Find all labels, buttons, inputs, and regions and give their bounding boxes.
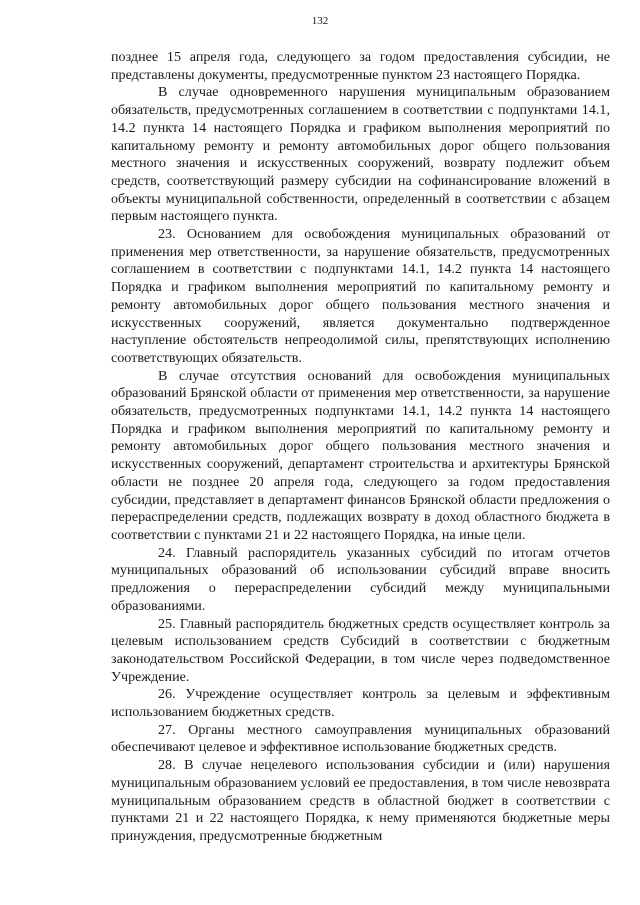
- paragraph-simultaneous-violation: В случае одновременного нарушения муниципальным образованием обязательств, предусмотренных соглашением в соответствии с подпунктами 14.1, 14.2 пункта 14 настоящего Порядка и графиком выполнения мероприятий по капитальному ремонту и ремонту автомобильных дорог общего пользования местного значения и искусственных сооружений, возврату подлежит объем средств, соответствующий размеру субсидии на софинансирование вложений в объекты муниципальной собственности, определенный в соответствии с абзацем первым настоящего пункта.: [111, 84, 610, 225]
- page-number: 132: [311, 15, 329, 27]
- paragraph-continuation: позднее 15 апреля года, следующего за годом предоставления субсидии, не представлены документы, предусмотренные пунктом 23 настоящего Порядка.: [111, 49, 610, 83]
- paragraph-item-23: 23. Основанием для освобождения муниципальных образований от применения мер ответственности, за нарушение обязательств, предусмотренных соглашением в соответствии с подпунктами 14.1, 14.2 пункта 14 настоящего Порядка и графиком выполнения мероприятий по капитальному ремонту и ремонту автомобильных дорог общего пользования местного значения и искусственных сооружений, является документально подтвержденное наступление обстоятельств непреодолимой силы, препятствующих исполнению соответствующих обязательств.: [111, 226, 610, 366]
- paragraph-item-28: 28. В случае нецелевого использования субсидии и (или) нарушения муниципальным образованием условий ее предоставления, в том числе невозврата муниципальным образованием средств в областной бюджет в соответствии с пунктами 21 и 22 настоящего Порядка, к нему применяются бюджетные меры принуждения, предусмотренные бюджетным: [111, 757, 610, 844]
- paragraph-item-25: 25. Главный распорядитель бюджетных средств осуществляет контроль за целевым использованием средств Субсидий в соответствии с бюджетным законодательством Российской Федерации, в том числе через подведомственное Учреждение.: [111, 615, 610, 685]
- paragraph-item-26: 26. Учреждение осуществляет контроль за целевым и эффективным использованием бюджетных средств.: [111, 686, 610, 721]
- paragraph-item-24: 24. Главный распорядитель указанных субсидий по итогам отчетов муниципальных образований об использовании субсидий вправе вносить предложения о перераспределении субсидий между муниципальными образованиями.: [111, 544, 610, 614]
- document-body: [111, 49, 610, 846]
- paragraph-no-grounds: В случае отсутствия оснований для освобождения муниципальных образований Брянской области от применения мер ответственности, за нарушение обязательств, предусмотренных подпунктами 14.1, 14.2 пункта 14 настоящего Порядка и графиком выполнения мероприятий по капитальному ремонту и ремонту автомобильных дорог общего пользования местного значения и искусственных сооружений, департамент строительства и архитектуры Брянской области не позднее 20 апреля года, следующего за годом предоставления субсидии, представляет в департамент финансов Брянской области предложения о перераспределении средств, подлежащих возврату в доход областного бюджета в соответствии с пунктами 21 и 22 настоящего Порядка, на иные цели.: [111, 367, 610, 543]
- paragraph-item-27: 27. Органы местного самоуправления муниципальных образований обеспечивают целевое и эффективное использование бюджетных средств.: [111, 721, 610, 756]
